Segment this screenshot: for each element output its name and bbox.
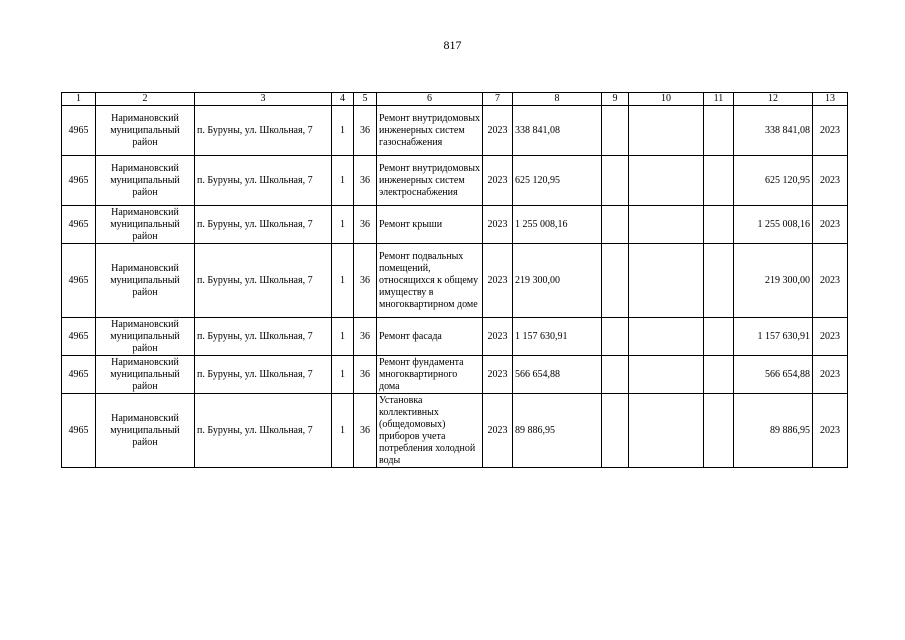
- cell-total-cost: 89 886,95: [513, 394, 602, 468]
- cell-col4: 1: [332, 318, 354, 356]
- cell-col12: 625 120,95: [734, 156, 813, 206]
- cell-col12: 338 841,08: [734, 106, 813, 156]
- cell-col12: 219 300,00: [734, 244, 813, 318]
- table-row: [62, 318, 848, 356]
- cell-col10: [629, 244, 704, 318]
- cell-col13: 2023: [813, 106, 848, 156]
- cell-col13: 2023: [813, 156, 848, 206]
- header-col-3: 3: [195, 93, 332, 106]
- cell-number: 4965: [62, 318, 96, 356]
- cell-total-cost: 625 120,95: [513, 156, 602, 206]
- cell-number: 4965: [62, 106, 96, 156]
- cell-year: 2023: [483, 318, 513, 356]
- cell-number: 4965: [62, 156, 96, 206]
- cell-col4: 1: [332, 206, 354, 244]
- table-row: [62, 156, 848, 206]
- cell-col4: 1: [332, 106, 354, 156]
- cell-col4: 1: [332, 156, 354, 206]
- cell-work-type: Установка коллективных (общедомовых) приборов учета потребления холодной воды: [377, 394, 483, 468]
- cell-district: Наримановский муниципальный район: [96, 244, 195, 318]
- cell-year: 2023: [483, 106, 513, 156]
- cell-col5: 36: [354, 244, 377, 318]
- cell-col9: [602, 394, 629, 468]
- cell-total-cost: 1 255 008,16: [513, 206, 602, 244]
- cell-address: п. Буруны, ул. Школьная, 7: [195, 318, 332, 356]
- header-col-12: 12: [734, 93, 813, 106]
- cell-col11: [704, 244, 734, 318]
- data-table: [61, 92, 848, 468]
- cell-col11: [704, 394, 734, 468]
- header-col-5: 5: [354, 93, 377, 106]
- cell-district: Наримановский муниципальный район: [96, 318, 195, 356]
- cell-work-type: Ремонт крыши: [377, 206, 483, 244]
- cell-col10: [629, 156, 704, 206]
- cell-work-type: Ремонт внутридомовых инженерных систем электроснабжения: [377, 156, 483, 206]
- cell-col9: [602, 106, 629, 156]
- cell-address: п. Буруны, ул. Школьная, 7: [195, 156, 332, 206]
- cell-col12: 89 886,95: [734, 394, 813, 468]
- cell-col5: 36: [354, 394, 377, 468]
- header-col-2: 2: [96, 93, 195, 106]
- page-number: 817: [443, 38, 462, 52]
- cell-col11: [704, 206, 734, 244]
- header-col-7: 7: [483, 93, 513, 106]
- cell-year: 2023: [483, 206, 513, 244]
- cell-col11: [704, 106, 734, 156]
- header-col-1: 1: [62, 93, 96, 106]
- cell-col5: 36: [354, 318, 377, 356]
- cell-col9: [602, 244, 629, 318]
- header-col-11: 11: [704, 93, 734, 106]
- cell-work-type: Ремонт внутридомовых инженерных систем газоснабжения: [377, 106, 483, 156]
- cell-district: Наримановский муниципальный район: [96, 106, 195, 156]
- cell-col4: 1: [332, 356, 354, 394]
- cell-district: Наримановский муниципальный район: [96, 206, 195, 244]
- cell-col12: 1 255 008,16: [734, 206, 813, 244]
- cell-col10: [629, 318, 704, 356]
- cell-col13: 2023: [813, 394, 848, 468]
- cell-district: Наримановский муниципальный район: [96, 394, 195, 468]
- table-row: [62, 206, 848, 244]
- cell-number: 4965: [62, 206, 96, 244]
- cell-col12: 566 654,88: [734, 356, 813, 394]
- cell-address: п. Буруны, ул. Школьная, 7: [195, 356, 332, 394]
- cell-col9: [602, 156, 629, 206]
- cell-col11: [704, 318, 734, 356]
- cell-total-cost: 566 654,88: [513, 356, 602, 394]
- table-row: [62, 356, 848, 394]
- cell-total-cost: 219 300,00: [513, 244, 602, 318]
- cell-col11: [704, 356, 734, 394]
- cell-col13: 2023: [813, 244, 848, 318]
- cell-col5: 36: [354, 106, 377, 156]
- cell-col10: [629, 206, 704, 244]
- cell-address: п. Буруны, ул. Школьная, 7: [195, 206, 332, 244]
- cell-col10: [629, 356, 704, 394]
- table-row: [62, 244, 848, 318]
- cell-total-cost: 338 841,08: [513, 106, 602, 156]
- cell-col13: 2023: [813, 318, 848, 356]
- cell-year: 2023: [483, 356, 513, 394]
- cell-col5: 36: [354, 356, 377, 394]
- cell-col13: 2023: [813, 206, 848, 244]
- header-col-8: 8: [513, 93, 602, 106]
- table-row: [62, 106, 848, 156]
- cell-col4: 1: [332, 394, 354, 468]
- cell-col5: 36: [354, 206, 377, 244]
- cell-work-type: Ремонт фундамента многоквартирного дома: [377, 356, 483, 394]
- cell-address: п. Буруны, ул. Школьная, 7: [195, 106, 332, 156]
- cell-number: 4965: [62, 244, 96, 318]
- header-col-10: 10: [629, 93, 704, 106]
- cell-col9: [602, 206, 629, 244]
- header-col-9: 9: [602, 93, 629, 106]
- cell-col5: 36: [354, 156, 377, 206]
- cell-col11: [704, 156, 734, 206]
- header-col-13: 13: [813, 93, 848, 106]
- cell-address: п. Буруны, ул. Школьная, 7: [195, 394, 332, 468]
- header-col-6: 6: [377, 93, 483, 106]
- cell-year: 2023: [483, 156, 513, 206]
- cell-col4: 1: [332, 244, 354, 318]
- cell-year: 2023: [483, 244, 513, 318]
- header-row: [62, 93, 848, 106]
- cell-col13: 2023: [813, 356, 848, 394]
- table-row: [62, 394, 848, 468]
- cell-year: 2023: [483, 394, 513, 468]
- cell-col12: 1 157 630,91: [734, 318, 813, 356]
- cell-number: 4965: [62, 394, 96, 468]
- cell-district: Наримановский муниципальный район: [96, 156, 195, 206]
- cell-col10: [629, 394, 704, 468]
- cell-number: 4965: [62, 356, 96, 394]
- cell-total-cost: 1 157 630,91: [513, 318, 602, 356]
- cell-address: п. Буруны, ул. Школьная, 7: [195, 244, 332, 318]
- cell-col9: [602, 356, 629, 394]
- cell-district: Наримановский муниципальный район: [96, 356, 195, 394]
- cell-col9: [602, 318, 629, 356]
- cell-work-type: Ремонт фасада: [377, 318, 483, 356]
- header-col-4: 4: [332, 93, 354, 106]
- cell-col10: [629, 106, 704, 156]
- cell-work-type: Ремонт подвальных помещений, относящихся к общему имуществу в многоквартирном доме: [377, 244, 483, 318]
